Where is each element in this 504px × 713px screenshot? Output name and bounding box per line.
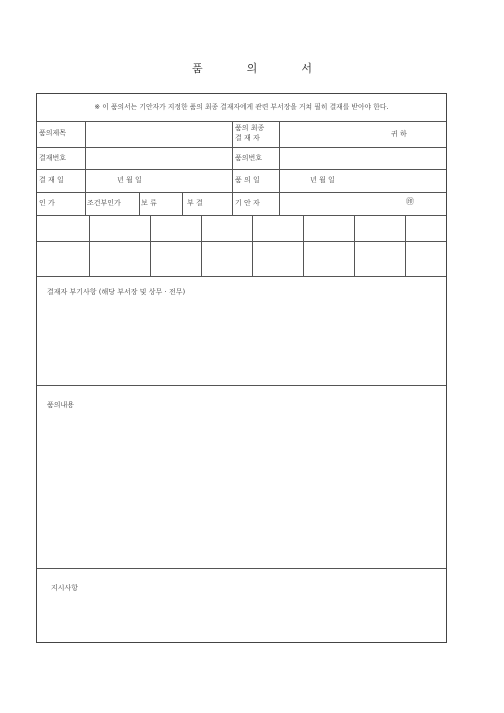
divider [85, 192, 86, 215]
document-title [0, 60, 504, 76]
divider [139, 192, 140, 215]
rejected-label: 부 결 [187, 199, 203, 207]
drafter-label: 기 안 자 [235, 199, 260, 207]
divider [37, 121, 446, 122]
divider [279, 121, 280, 192]
title-char-1: 품 [192, 62, 203, 75]
divider [303, 215, 304, 276]
divider [405, 215, 406, 276]
divider [150, 215, 151, 276]
divider [279, 192, 280, 215]
approval-form [36, 93, 447, 643]
divider [37, 169, 446, 170]
divider [85, 121, 86, 192]
approved-label: 인 가 [39, 199, 55, 207]
request-date-value: 년 월 일 [310, 176, 335, 184]
divider [37, 147, 446, 148]
divider [232, 192, 233, 215]
final-approver-label-line2: 결 재 자 [235, 134, 260, 142]
divider [37, 215, 446, 216]
divider [37, 241, 446, 242]
addressee-suffix: 귀 하 [391, 130, 407, 138]
divider [37, 568, 446, 569]
conditional-approval-label: 조건부인가 [87, 199, 121, 207]
instructions-label: 지시사항 [51, 584, 79, 592]
request-date-label: 품 의 일 [235, 176, 260, 184]
final-approver-label-line1: 품의 최종 [235, 124, 265, 132]
divider [89, 215, 90, 276]
request-number-label: 품의번호 [235, 154, 263, 162]
final-approver-label [235, 123, 264, 143]
divider [252, 215, 253, 276]
divider [37, 192, 446, 193]
hold-label: 보 류 [141, 199, 157, 207]
divider [37, 276, 446, 277]
divider [201, 215, 202, 276]
subject-label: 품의제목 [39, 129, 67, 137]
divider [354, 215, 355, 276]
seal-mark: ㊞ [406, 197, 414, 206]
form-notice: ※ 이 품의서는 기안자가 지정한 품의 최종 결재자에게 관련 부서장을 거쳐 필히 결재를 받아야 한다. [94, 103, 389, 111]
title-char-3: 서 [301, 62, 312, 75]
approval-date-label: 결 재 일 [39, 176, 64, 184]
approval-number-label: 결재번호 [39, 154, 67, 162]
approver-note-label: 결재자 부기사항 (해당 부서장 및 상무 · 전무) [47, 288, 186, 296]
divider [182, 192, 183, 215]
divider [232, 121, 233, 192]
request-content-label: 품의내용 [47, 401, 75, 409]
title-char-2: 의 [246, 62, 258, 75]
divider [37, 385, 446, 386]
approval-date-value: 년 월 일 [117, 176, 142, 184]
